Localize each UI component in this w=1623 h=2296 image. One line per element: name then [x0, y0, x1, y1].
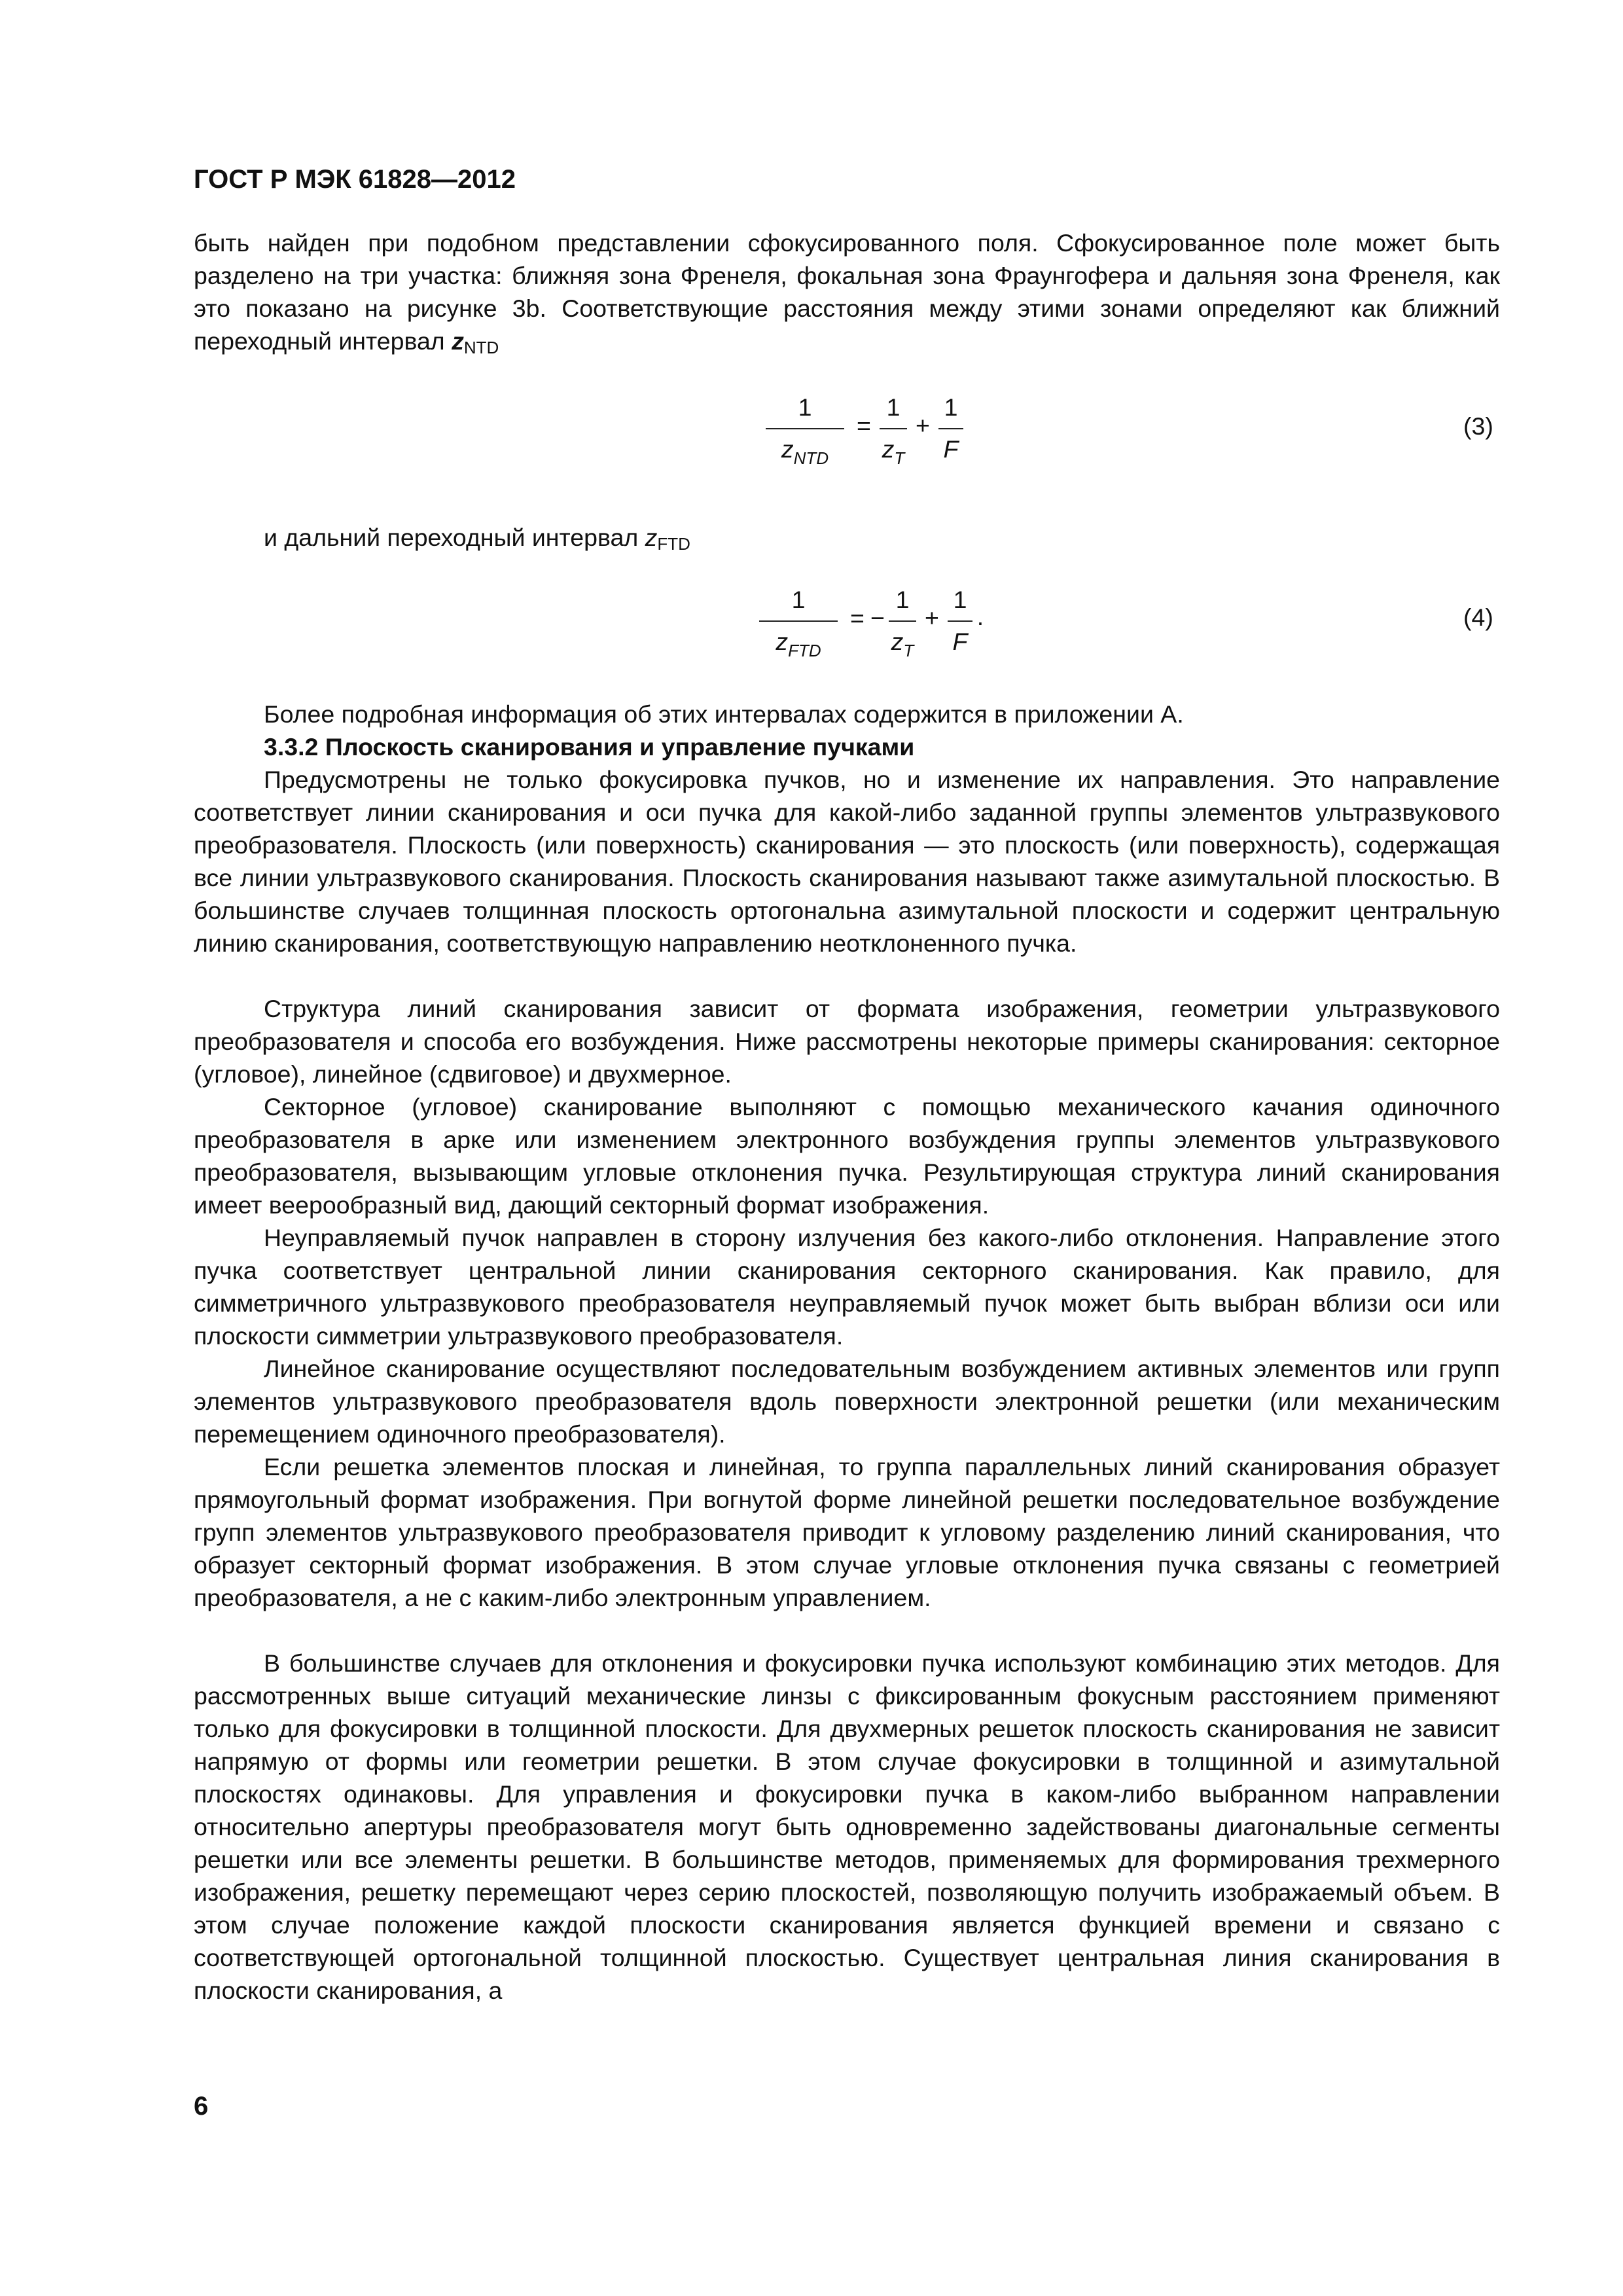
f4-fraction-bar-1 — [759, 620, 838, 622]
document-header: ГОСТ Р МЭК 61828—2012 — [194, 165, 516, 194]
subscript-ntd: NTD — [463, 338, 499, 357]
paragraph-scan-plane: Предусмотрены не только фокусировка пучков, но и изменение их направления. Это направление соответствует линии сканирования и оси пучка для какой-либо заданной группы элементов ультразвукового преобразователя. Плоскость (или поверхность) сканирования — это плоскость (или поверхность), содержащая все линии ультразвукового сканирования. Плоскость сканирования называют также азимутальной плоскостью. В большинстве случаев толщинная плоскость ортогональна азимутальной плоскости и содержит центральную линию сканирования, соответствующую направлению неотклоненного пучка. — [194, 766, 1500, 957]
f4-denominator-1: $z_{FTD}$ — [776, 628, 821, 660]
f4-denominator-3: F — [952, 628, 968, 655]
f4-equals: = — [850, 604, 865, 632]
f4-numerator-2: 1 — [895, 586, 910, 613]
formula-4 — [746, 588, 995, 666]
f4-plus: + — [925, 604, 939, 632]
equation-number-4: (4) — [1463, 603, 1493, 631]
paragraph-far-interval: и дальний переходный интервал $z_{FTD}$ — [264, 524, 690, 554]
formula-3 — [753, 395, 975, 474]
f3-denominator-3: F — [943, 435, 959, 463]
f3-plus: + — [916, 412, 930, 439]
f3-numerator-3: 1 — [944, 393, 958, 421]
f3-denominator-2: $z_T$ — [882, 435, 905, 468]
paragraph-sector-scan: Секторное (угловое) сканирование выполняют с помощью механического качания одиночного преобразователя в арке или изменением электронного возбуждения группы элементов ультразвукового преобразователя, вызывающим угловые отклонения пучка. Результирующая структура линий сканирования имеет веерообразный вид, дающий секторный формат изображения. — [194, 1093, 1500, 1219]
f4-denominator-2: $z_T$ — [891, 628, 914, 660]
subscript-ftd: FTD — [657, 534, 690, 554]
f3-fraction-bar-1 — [766, 428, 844, 429]
f3-fraction-bar-2 — [880, 428, 907, 429]
paragraph-linear-scan: Линейное сканирование осуществляют последовательным возбуждением активных элементов или групп элементов ультразвукового преобразователя вдоль поверхности электронной решетки (или механическим перемещением одиночного преобразователя). — [194, 1355, 1500, 1448]
f3-equals: = — [857, 412, 871, 439]
paragraph-scan-structure: Структура линий сканирования зависит от формата изображения, геометрии ультразвукового преобразователя и способа его возбуждения. Ниже рассмотрены некоторые примеры сканирования: секторное (угловое), линейное (сдвиговое) и двухмерное. — [194, 995, 1500, 1088]
paragraph-array-geometry: Если решетка элементов плоская и линейная, то группа параллельных линий сканирования образует прямоугольный формат изображения. При вогнутой форме линейной решетки последовательное возбуждение групп элементов ультразвукового преобразователя приводит к угловому разделению линий сканирования, что образует секторный формат изображения. В этом случае угловые отклонения пучка связаны с геометрией преобразователя, а не с каким-либо электронным управлением. — [194, 1453, 1500, 1611]
section-heading: 3.3.2 Плоскость сканирования и управление пучками — [264, 733, 915, 761]
f3-fraction-bar-3 — [938, 428, 963, 429]
f4-fraction-bar-3 — [948, 620, 972, 622]
paragraph-intro-text: быть найден при подобном представлении сфокусированного поля. Сфокусированное поле может быть разделено на три участка: ближняя зона Френеля, фокальная зона Фраунгофера и дальняя зона Френеля, как это показано на рисунке 3b. Соответствующие расстояния между этими зонами определяют как ближний переходный интервал — [194, 229, 1500, 355]
f4-fraction-bar-2 — [889, 620, 916, 622]
paragraph-combination-methods: В большинстве случаев для отклонения и фокусировки пучка используют комбинацию этих методов. Для рассмотренных выше ситуаций механические линзы с фиксированным фокусным расстоянием применяют только для фокусировки в толщинной плоскости. Для двухмерных решеток плоскость сканирования не зависит напрямую от формы или геометрии решетки. В этом случае фокусировки в толщинной и азимутальной плоскостях одинаковы. Для управления и фокусировки пучка в каком-либо выбранном направлении относительно апертуры преобразователя могут быть одновременно задействованы диагональные сегменты решетки или все элементы решетки. В большинстве методов, применяемых для формирования трехмерного изображения, решетку перемещают через серию плоскостей, позволяющую получить изображаемый объем. В этом случае положение каждой плоскости сканирования является функцией времени и связано с соответствующей ортогональной толщинной плоскостью. Существует центральная линия сканирования в плоскости сканирования, а — [194, 1649, 1500, 2004]
f3-numerator-2: 1 — [886, 393, 901, 421]
f3-numerator-1: 1 — [798, 393, 812, 421]
paragraph-unsteered-beam: Неуправляемый пучок направлен в сторону излучения без какого-либо отклонения. Направление этого пучка соответствует центральной линии сканирования секторного сканирования. Как правило, для симметричного ультразвукового преобразователя неуправляемый пучок может быть выбран вблизи оси или плоскости симметрии ультразвукового преобразователя. — [194, 1224, 1500, 1350]
paragraph-intro: быть найден при подобном представлении сфокусированного поля. Сфокусированное поле может быть разделено на три участка: ближняя зона Френеля, фокальная зона Фраунгофера и дальняя зона Френеля, как это показано на рисунке 3b. Соответствующие расстояния между этими зонами определяют как ближний переходный интервал $z_{NTD}$ — [194, 229, 1500, 357]
f4-numerator-3: 1 — [953, 586, 967, 613]
f4-minus: − — [870, 604, 885, 632]
page-number: 6 — [194, 2092, 209, 2121]
f3-denominator-1: $z_{NTD}$ — [781, 435, 829, 468]
f4-numerator-1: 1 — [791, 586, 806, 613]
equation-number-3: (3) — [1463, 412, 1493, 440]
paragraph-appendix-note: Более подробная информация об этих интервалах содержится в приложении А. — [264, 700, 1184, 728]
f4-period: . — [976, 603, 984, 630]
